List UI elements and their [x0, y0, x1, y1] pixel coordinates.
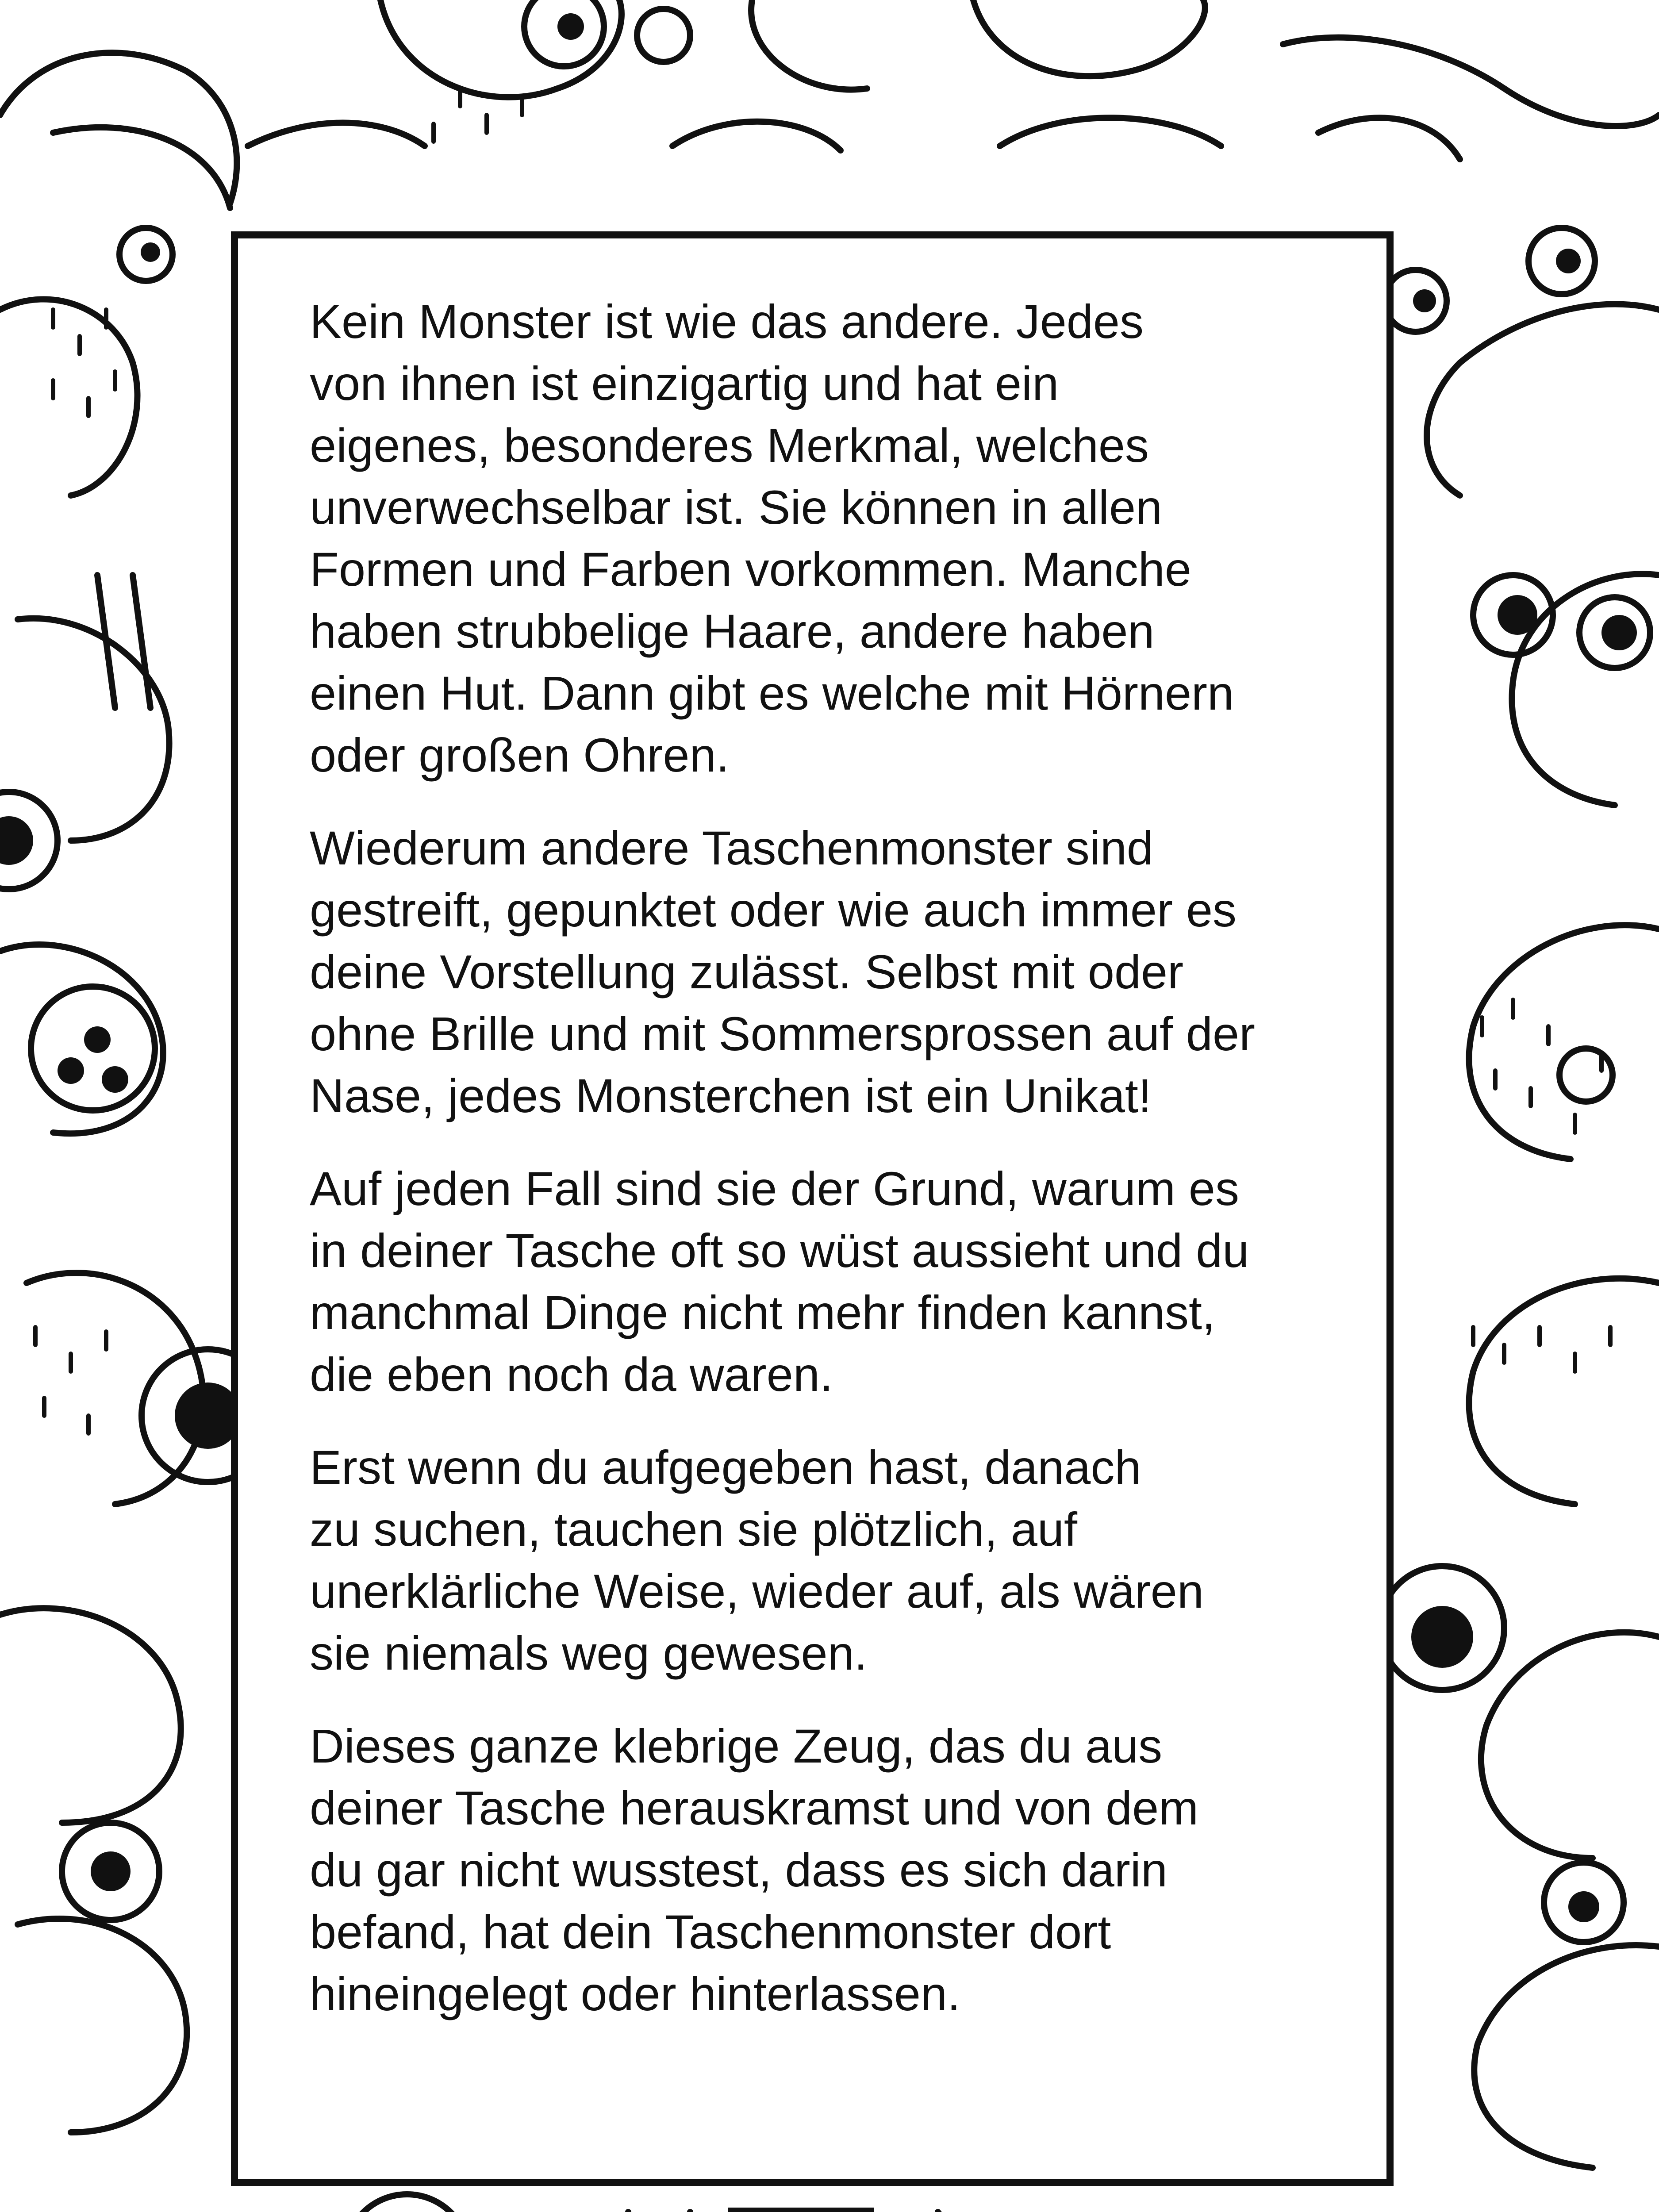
paragraph: Kein Monster ist wie das andere. Jedes von ihnen ist einzigartig und hat ein eigenes, besonderes Merkmal, welches unverwechselbar ist. Sie können in allen Formen und Farben vorkommen. Manche haben strubbelige Haare, andere haben einen Hut. Dann gibt es welche mit Hörnern oder großen Ohren.: [310, 295, 1234, 782]
text-panel: [231, 231, 1394, 2186]
paragraph: Wiederum andere Taschenmonster sind gestreift, gepunktet oder wie auch immer es deine Vorstellung zulässt. Selbst mit oder ohne Brille und mit Sommersprossen auf der Nase, jedes Monsterchen ist ein Unikat!: [310, 821, 1256, 1122]
paragraph: Auf jeden Fall sind sie der Grund, warum es in deiner Tasche oft so wüst aussieht und du manchmal Dinge nicht mehr finden kannst, die eben noch da waren.: [310, 1162, 1249, 1401]
paragraph: Erst wenn du aufgegeben hast, danach zu suchen, tauchen sie plötzlich, auf unerklärliche Weise, wieder auf, als wären sie niemals weg gewesen.: [310, 1440, 1204, 1680]
paragraph: Dieses ganze klebrige Zeug, das du aus deiner Tasche herauskramst und von dem du gar nicht wusstest, dass es sich darin befand, hat dein Taschenmonster dort hineingelegt oder hinterlassen.: [310, 1719, 1199, 2020]
page-number-badge: [728, 2208, 874, 2212]
body-text: [310, 291, 1340, 2056]
